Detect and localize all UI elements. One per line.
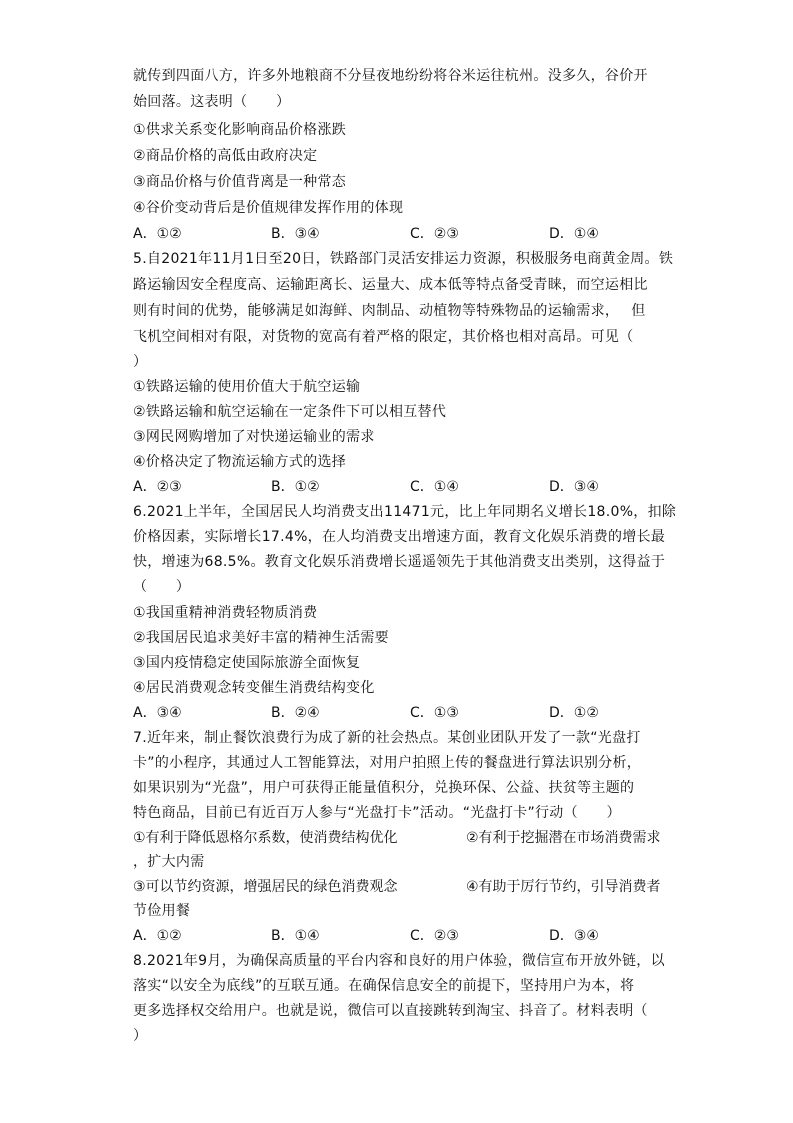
- q4-item: ①供求关系变化影响商品价格涨跌: [133, 122, 347, 138]
- q7-option-b: B．①④: [271, 928, 320, 944]
- q6-stem-line: 快，增速为68.5%。教育文化娱乐消费增长遥遥领先于其他消费支出类别，这得益于: [133, 554, 666, 570]
- q7-item-3: ③可以节约资源，增强居民的绿色消费观念: [133, 879, 398, 895]
- q5-option-a: A．②③: [133, 479, 182, 495]
- q7-item-2-wrap: ，扩大内需: [133, 854, 205, 870]
- q7-stem-line: 卡”的小程序，其通过人工智能算法，对用户拍照上传的餐盘进行算法识别分析，: [133, 755, 642, 771]
- q5-item: ①铁路运输的使用价值大于航空运输: [133, 379, 361, 395]
- q5-option-d: D．③④: [549, 479, 599, 495]
- q7-stem-line: 如果识别为“光盘”，用户可获得正能量值积分，兑换环保、公益、扶贫等主题的: [133, 780, 635, 796]
- q5-item: ④价格决定了物流运输方式的选择: [133, 454, 347, 470]
- q6-stem-line: 价格因素，实际增长17.4%，在人均消费支出增速方面，教育文化娱乐消费的增长最: [133, 529, 666, 545]
- q8-stem-line: 落实“以安全为底线”的互联互通。在确保信息安全的前提下，坚持用户为本，将: [133, 978, 635, 994]
- q4-option-d: D．①④: [549, 226, 599, 242]
- q6-stem-line: （ ）: [133, 579, 191, 595]
- q4-item: ④谷价变动背后是价值规律发挥作用的体现: [133, 200, 404, 216]
- q6-option-b: B．②④: [271, 705, 320, 721]
- q7-item-4-wrap: 节俭用餐: [133, 903, 191, 919]
- q5-option-b: B．①②: [271, 479, 320, 495]
- q6-item: ①我国重精神消费轻物质消费: [133, 605, 318, 621]
- q8-stem-line: 8.2021年9月，为确保高质量的平台内容和良好的用户体验，微信宣布开放外链，以: [133, 953, 665, 969]
- q7-item-2: ②有利于挖掘潜在市场消费需求: [466, 830, 661, 846]
- q5-stem-line: 飞机空间相对有限，对货物的宽高有着严格的限定，其价格也相对高昂。可见（: [133, 329, 634, 345]
- q4-item: ②商品价格的高低由政府决定: [133, 148, 318, 164]
- q6-option-d: D．①②: [549, 705, 599, 721]
- q6-item: ④居民消费观念转变催生消费结构变化: [133, 680, 375, 696]
- q8-stem-line: ）: [133, 1028, 148, 1044]
- q5-stem-line: 则有时间的优势，能够满足如海鲜、肉制品、动植物等特殊物品的运输需求， 但: [133, 303, 646, 319]
- q5-stem-line: ）: [133, 354, 148, 370]
- q4-option-a: A．①②: [133, 226, 182, 242]
- q6-item: ②我国居民追求美好丰富的精神生活需要: [133, 630, 389, 646]
- q5-stem-line: 路运输因安全程度高、运输距离长、运量大、成本低等特点备受青睐，而空运相比: [133, 277, 648, 293]
- q7-stem-line: 特色商品，目前已有近百万人参与“光盘打卡”活动。“光盘打卡”行动（ ）: [133, 805, 621, 821]
- q6-stem-line: 6.2021上半年，全国居民人均消费支出11471元，比上年同期名义增长18.0%，扣除: [133, 504, 677, 520]
- q7-option-d: D．③④: [549, 928, 599, 944]
- q5-item: ②铁路运输和航空运输在一定条件下可以相互替代: [133, 404, 447, 420]
- q4-item: ③商品价格与价值背离是一种常态: [133, 174, 347, 190]
- q8-stem-line: 更多选择权交给用户。也就是说，微信可以直接跳转到淘宝、抖音了。材料表明（: [133, 1003, 648, 1019]
- q5-item: ③网民网购增加了对快递运输业的需求: [133, 429, 375, 445]
- q7-option-a: A．①②: [133, 928, 182, 944]
- q4-option-b: B．③④: [271, 226, 320, 242]
- q7-option-c: C．②③: [410, 928, 459, 944]
- q6-option-c: C．①③: [410, 705, 459, 721]
- q7-item-1: ①有利于降低恩格尔系数，使消费结构优化: [133, 830, 398, 846]
- q4-stem-line: 始回落。这表明（ ）: [133, 94, 291, 110]
- q5-option-c: C．①④: [410, 479, 459, 495]
- q6-item: ③国内疫情稳定使国际旅游全面恢复: [133, 655, 361, 671]
- q4-stem-line: 就传到四面八方，许多外地粮商不分昼夜地纷纷将谷米运往杭州。没多久，谷价开: [133, 68, 648, 84]
- q4-option-c: C．②③: [410, 226, 459, 242]
- q7-item-4: ④有助于厉行节约，引导消费者: [466, 879, 661, 895]
- q6-option-a: A．③④: [133, 705, 182, 721]
- q5-stem-line: 5.自2021年11月1日至20日，铁路部门灵活安排运力资源，积极服务电商黄金周。铁: [133, 251, 674, 267]
- q7-stem-line: 7.近年来，制止餐饮浪费行为成了新的社会热点。某创业团队开发了一款“光盘打: [133, 730, 641, 746]
